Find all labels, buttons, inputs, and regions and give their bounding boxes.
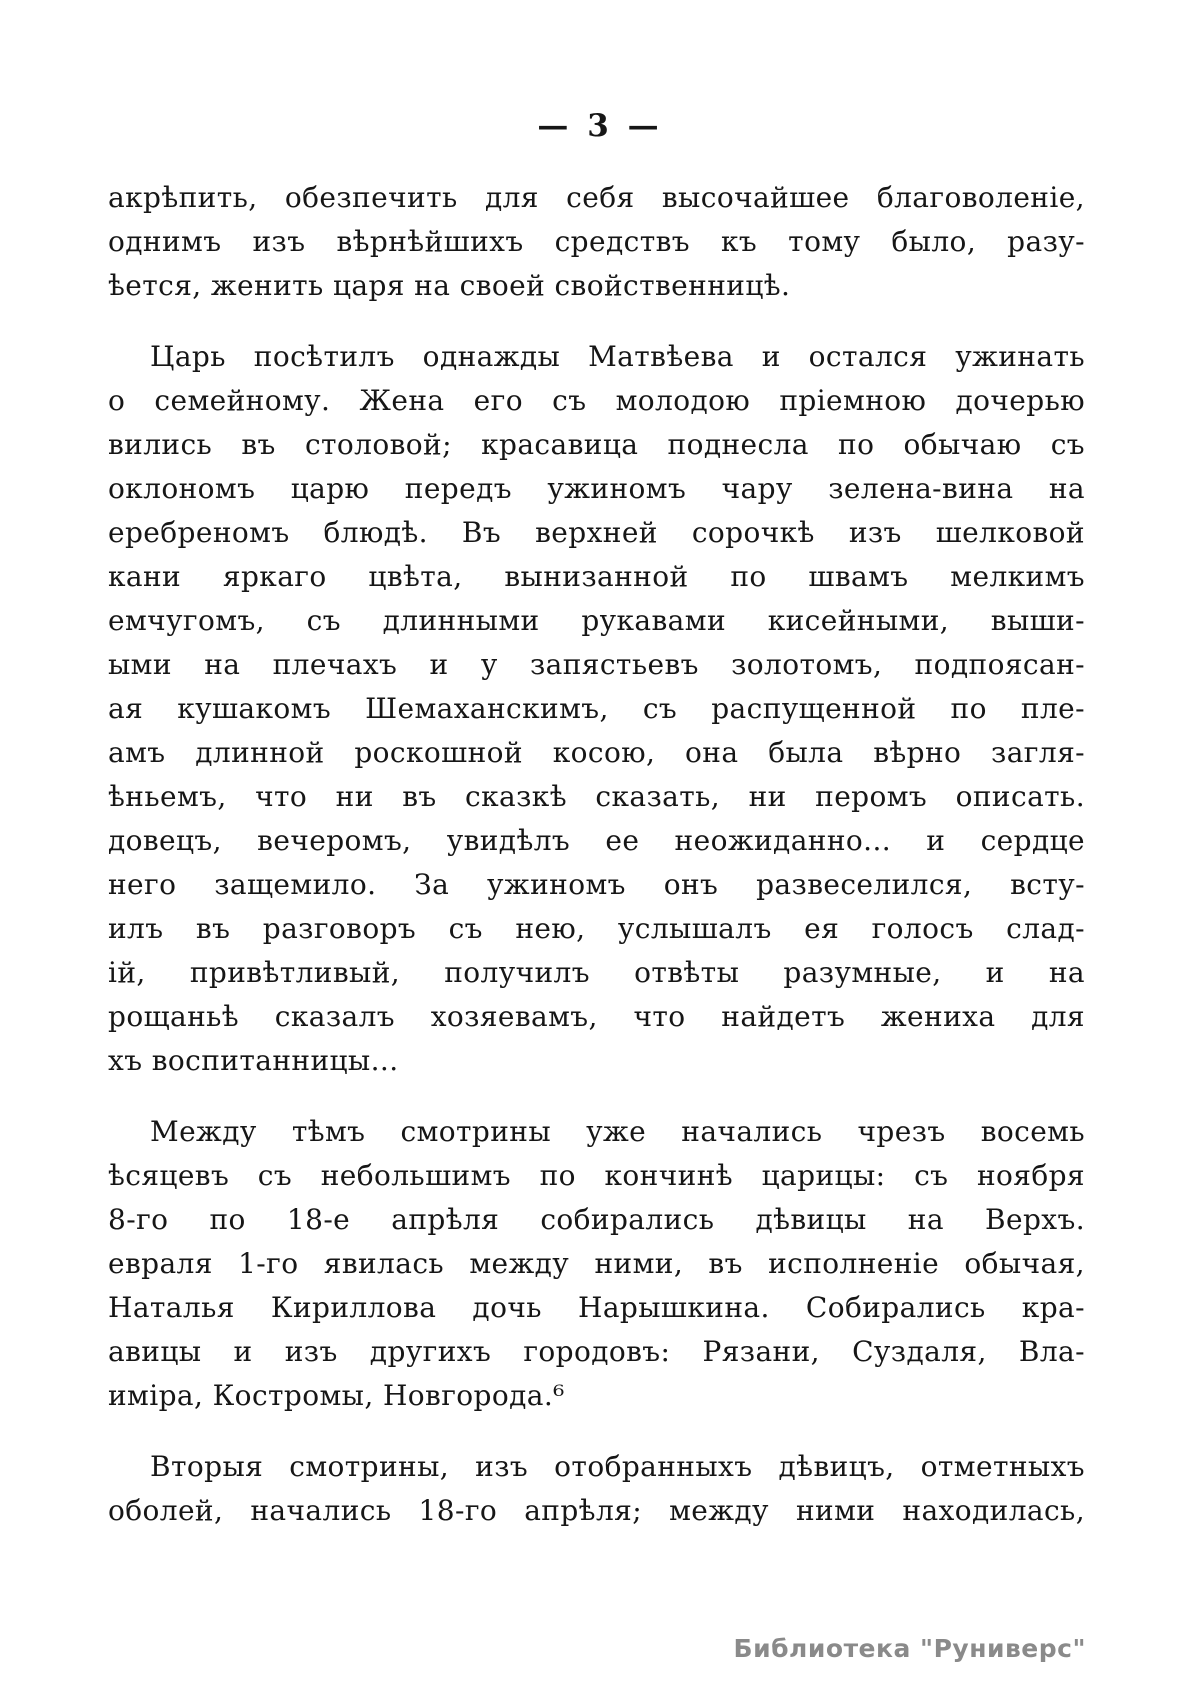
text-line: акрѣпить, обезпечить для себя высочайшее благоволеніе,	[108, 181, 1085, 214]
text-line: ій, привѣтливый, получилъ отвѣты разумные, и на	[108, 956, 1085, 989]
text-line: кани яркаго цвѣта, вынизанной по швамъ мелкимъ	[108, 560, 1085, 593]
library-watermark: Библиотека "Руниверс"	[733, 1634, 1086, 1663]
text-line: ыми на плечахъ и у запястьевъ золотомъ, подпоясан-	[108, 648, 1085, 681]
text-line: ѣсяцевъ съ небольшимъ по кончинѣ царицы: съ ноября	[108, 1159, 1085, 1192]
text-line: вились въ столовой; красавица поднесла по обычаю съ	[108, 428, 1085, 461]
text-line: оболей, начались 18-го апрѣля; между ними находилась,	[108, 1494, 1085, 1527]
text-line: илъ въ разговоръ съ нею, услышалъ ея голосъ слад-	[108, 912, 1085, 945]
text-line: довецъ, вечеромъ, увидѣлъ ее неожиданно... и сердце	[108, 824, 1085, 857]
text-line: него защемило. За ужиномъ онъ развеселился, всту-	[108, 868, 1085, 901]
text-line: авицы и изъ другихъ городовъ: Рязани, Суздаля, Вла-	[108, 1335, 1085, 1368]
text-line: ѣется, женить царя на своей свойственницѣ.	[108, 269, 791, 302]
paragraph	[108, 335, 1085, 1083]
paragraph	[108, 1110, 1085, 1418]
page-number: — 3 —	[537, 108, 663, 144]
paragraph	[108, 1445, 1085, 1533]
text-line: хъ воспитанницы...	[108, 1044, 399, 1077]
text-line: иміра, Костромы, Новгорода.⁶	[108, 1379, 565, 1412]
text-line: оклономъ царю передъ ужиномъ чару зелена-вина на	[108, 472, 1085, 505]
paragraph	[108, 176, 1085, 308]
text-line: о семейному. Жена его съ молодою пріемною дочерью	[108, 384, 1085, 417]
text-line: Царь посѣтилъ однажды Матвѣева и остался ужинать	[150, 340, 1085, 373]
text-line: амъ длинной роскошной косою, она была вѣрно загля-	[108, 736, 1085, 769]
text-line: 8-го по 18-е апрѣля собирались дѣвицы на Верхъ.	[108, 1203, 1085, 1236]
text-line: еребреномъ блюдѣ. Въ верхней сорочкѣ изъ шелковой	[108, 516, 1085, 549]
text-line: Наталья Кириллова дочь Нарышкина. Собирались кра-	[108, 1291, 1085, 1324]
text-line: емчугомъ, съ длинными рукавами кисейными, выши-	[108, 604, 1085, 637]
text-line: Вторыя смотрины, изъ отобранныхъ дѣвицъ, отметныхъ	[150, 1450, 1085, 1483]
text-line: ѣньемъ, что ни въ сказкѣ сказать, ни перомъ описать.	[108, 780, 1085, 813]
text-line: однимъ изъ вѣрнѣйшихъ средствъ къ тому было, разу-	[108, 225, 1085, 258]
text-line: евраля 1-го явилась между ними, въ исполненіе обычая,	[108, 1247, 1085, 1280]
text-block	[108, 176, 1085, 1560]
text-line: рощаньѣ сказалъ хозяевамъ, что найдетъ жениха для	[108, 1000, 1085, 1033]
text-line: ая кушакомъ Шемаханскимъ, съ распущенной по пле-	[108, 692, 1085, 725]
text-line: Между тѣмъ смотрины уже начались чрезъ восемь	[150, 1115, 1085, 1148]
